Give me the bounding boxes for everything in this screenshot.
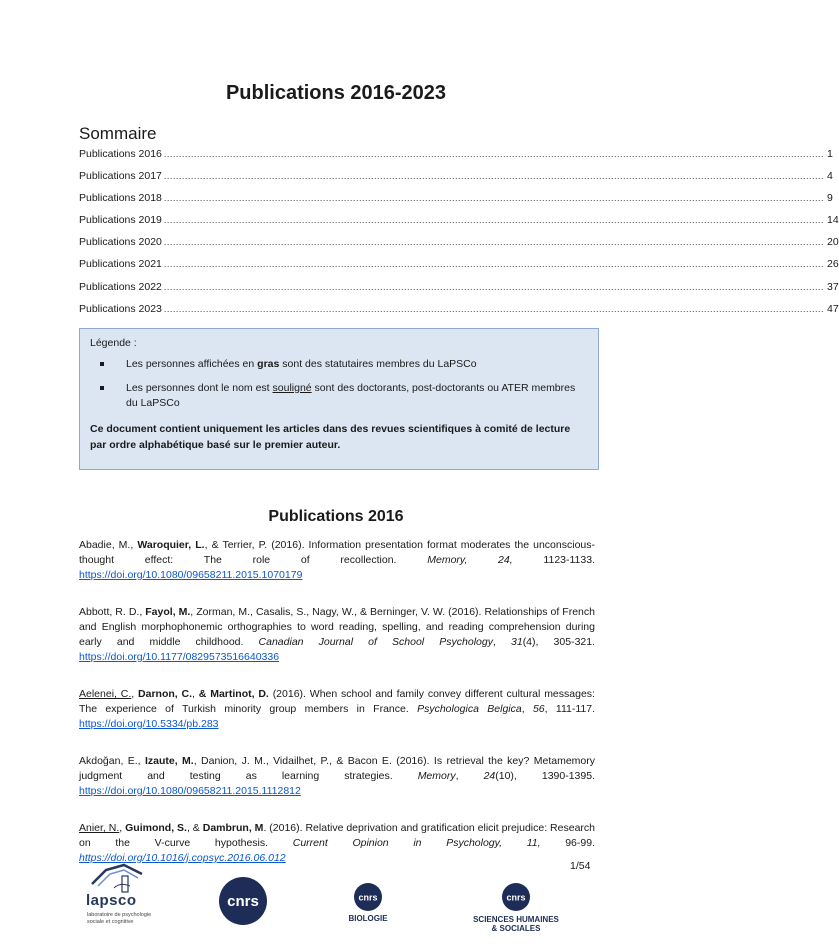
reference-text: (2016). When school and family convey different cultural messages: The experience of Turkish minority group members in France. <box>79 688 595 715</box>
cnrs-logo <box>218 876 268 926</box>
legend-text: Les personnes dont le nom est <box>126 382 273 394</box>
legend-list <box>90 357 588 411</box>
toc-entry[interactable] <box>79 280 839 303</box>
svg-text:cnrs: cnrs <box>227 893 259 910</box>
toc-leader-dots: ............................................................................................................................................................................................................................ <box>163 259 825 270</box>
shs-caption-line2: & SOCIALES <box>491 924 541 933</box>
toc-entry[interactable] <box>79 170 833 192</box>
toc-entry-label: Publications 2021 <box>79 258 162 271</box>
lab-member-name: & Martinot, D. <box>198 688 269 700</box>
page-number: 1/54 <box>570 860 591 872</box>
toc-entry[interactable] <box>79 214 839 236</box>
reference-entry <box>79 605 595 665</box>
reference-text: 1123-1133. <box>512 554 595 566</box>
toc-entry[interactable] <box>79 192 833 214</box>
toc-entry[interactable] <box>79 258 839 280</box>
toc-leader-dots: ............................................................................................................................................................................................................................ <box>163 171 825 182</box>
cnrs-shs-icon <box>464 882 568 912</box>
reference-list <box>79 538 595 888</box>
legend-text: Les personnes affichées en <box>126 358 258 370</box>
biology-caption: BIOLOGIE <box>348 914 388 923</box>
journal-name: Canadian Journal of School Psychology <box>258 636 493 648</box>
legend-note: Ce document contient uniquement les articles dans des revues scientifiques à comité de lecture par ordre alphabétique basé sur le premier auteur. <box>90 423 571 451</box>
toc-leader-dots: ............................................................................................................................................................................................................................ <box>163 281 825 292</box>
journal-name: 24 <box>483 770 496 782</box>
reference-text: , 111-117. <box>544 703 595 715</box>
reference-text: Akdoğan, E., <box>79 755 145 767</box>
reference-entry <box>79 754 595 799</box>
journal-name: 31 <box>511 636 523 648</box>
toc-entry-page: 20 <box>827 236 839 249</box>
reference-text: Abadie, M., <box>79 539 138 551</box>
reference-text: , <box>455 770 484 782</box>
lab-member-name: Darnon, C. <box>138 688 193 700</box>
toc-leader-dots: ............................................................................................................................................................................................................................ <box>163 149 825 159</box>
toc-entry-label: Publications 2019 <box>79 214 162 227</box>
toc-entry-label: Publications 2020 <box>79 236 162 249</box>
lapsco-name: lapsco <box>86 892 137 909</box>
journal-name: 56 <box>532 703 545 715</box>
legend-text: sont des statutaires membres du LaPSCo <box>279 358 477 370</box>
footer-logos <box>0 862 672 951</box>
reference-text: , & Terrier, P. (2016). Information presentation format moderates the unconscious-thought effect: The role of recollection. <box>79 539 595 566</box>
journal-name: Memory, 24, <box>427 554 513 566</box>
cnrs-shs-logo <box>464 882 568 942</box>
toc-entry[interactable] <box>79 148 833 170</box>
toc-entry-page: 47 <box>827 302 839 315</box>
toc-entry-label: Publications 2017 <box>79 170 162 183</box>
toc-heading: Sommaire <box>79 124 157 143</box>
legend-item-underline <box>126 381 588 411</box>
legend-title: Légende : <box>90 337 137 349</box>
doi-link[interactable]: https://doi.org/10.1080/09658211.2015.1070179 <box>79 569 303 581</box>
reference-text: Abbott, R. D., <box>79 606 146 618</box>
student-member-name: Aelenei, C. <box>79 688 132 700</box>
doi-link[interactable]: https://doi.org/10.1080/09658211.2015.1112812 <box>79 785 301 797</box>
lab-member-name: Guimond, S. <box>125 822 187 834</box>
svg-text:cnrs: cnrs <box>358 892 378 903</box>
toc-leader-dots: ............................................................................................................................................................................................................................ <box>163 193 825 204</box>
document-title: Publications 2016-2023 <box>225 82 447 104</box>
reference-text: . (2016). Relative deprivation and gratification elicit prejudice: Research on the V-curve hypothesis. <box>79 822 595 849</box>
svg-text:cnrs: cnrs <box>506 892 526 903</box>
section-heading: Publications 2016 <box>268 508 404 525</box>
toc-leader-dots: ............................................................................................................................................................................................................................ <box>163 237 825 248</box>
legend-text: sont des doctorants, post-doctorants ou ATER membres du LaPSCo <box>126 382 576 409</box>
lab-member-name: Dambrun, M <box>202 822 264 834</box>
cnrs-biology-logo <box>341 882 395 930</box>
reference-text: 96-99. <box>540 837 595 849</box>
reference-text: (4), 305-321. <box>522 636 596 648</box>
legend-item-bold <box>126 357 588 372</box>
reference-text: , Zorman, M., Casalis, S., Nagy, W., & Berninger, V. W. (2016). Relationships of French and English morphophonemic orthographies to word reading, spelling, and reading comprehension during early and middle childhood. <box>79 606 595 648</box>
cnrs-logo-icon <box>218 876 268 926</box>
reference-text: , <box>492 636 511 648</box>
toc-entry-page: 37 <box>827 280 839 293</box>
legend-box <box>79 328 599 470</box>
reference-text: , <box>521 703 533 715</box>
reference-text: , <box>131 688 139 700</box>
toc-entry-page: 4 <box>827 170 833 183</box>
doi-link[interactable]: https://doi.org/10.5334/pb.283 <box>79 718 219 730</box>
legend-bold-word: gras <box>257 358 280 370</box>
doi-link[interactable]: https://doi.org/10.1177/0829573516640336 <box>79 651 280 663</box>
reference-text: , & <box>186 822 203 834</box>
lab-member-name: Izaute, M. <box>144 755 194 767</box>
journal-name: Psychologica Belgica <box>417 703 522 715</box>
toc-entry-page: 9 <box>827 192 833 205</box>
toc-entry[interactable] <box>79 302 839 325</box>
toc-leader-dots: ............................................................................................................................................................................................................................ <box>163 303 825 314</box>
reference-entry <box>79 821 595 866</box>
student-member-name: Anier, N. <box>79 822 120 834</box>
toc-entry-page: 26 <box>827 258 839 271</box>
lapsco-subtitle: laboratoire de psychologie sociale et cognitive <box>87 912 152 925</box>
legend-underlined-word: souligné <box>272 382 312 394</box>
reference-text: , <box>192 688 199 700</box>
toc-entry-label: Publications 2023 <box>79 302 162 315</box>
reference-text: (10), 1390-1395. <box>495 770 595 782</box>
reference-entry <box>79 538 595 583</box>
lapsco-logo <box>84 862 154 937</box>
reference-entry <box>79 687 595 732</box>
shs-caption-line1: SCIENCES HUMAINES <box>473 915 559 924</box>
toc-entry-label: Publications 2016 <box>79 148 162 160</box>
doi-link[interactable]: https://doi.org/10.1016/j.copsyc.2016.06.012 <box>79 852 286 864</box>
table-of-contents <box>79 148 839 325</box>
reference-text: , Danion, J. M., Vidailhet, P., & Bacon E. (2016). Is retrieval the key? Metamemory judgment and testing as learning strategies. <box>79 755 595 782</box>
lab-member-name: Fayol, M. <box>145 606 191 618</box>
toc-entry-page: 14 <box>827 214 839 227</box>
toc-entry-page: 1 <box>827 148 833 160</box>
toc-entry-label: Publications 2018 <box>79 192 162 205</box>
journal-name: Memory <box>417 770 456 782</box>
toc-entry-label: Publications 2022 <box>79 280 162 293</box>
cnrs-biology-icon <box>341 882 395 912</box>
toc-leader-dots: ............................................................................................................................................................................................................................ <box>163 215 825 226</box>
lab-member-name: Waroquier, L. <box>137 539 205 551</box>
reference-text: , <box>119 822 126 834</box>
journal-name: Current Opinion in Psychology, 11, <box>292 837 541 849</box>
toc-entry[interactable] <box>79 236 839 258</box>
